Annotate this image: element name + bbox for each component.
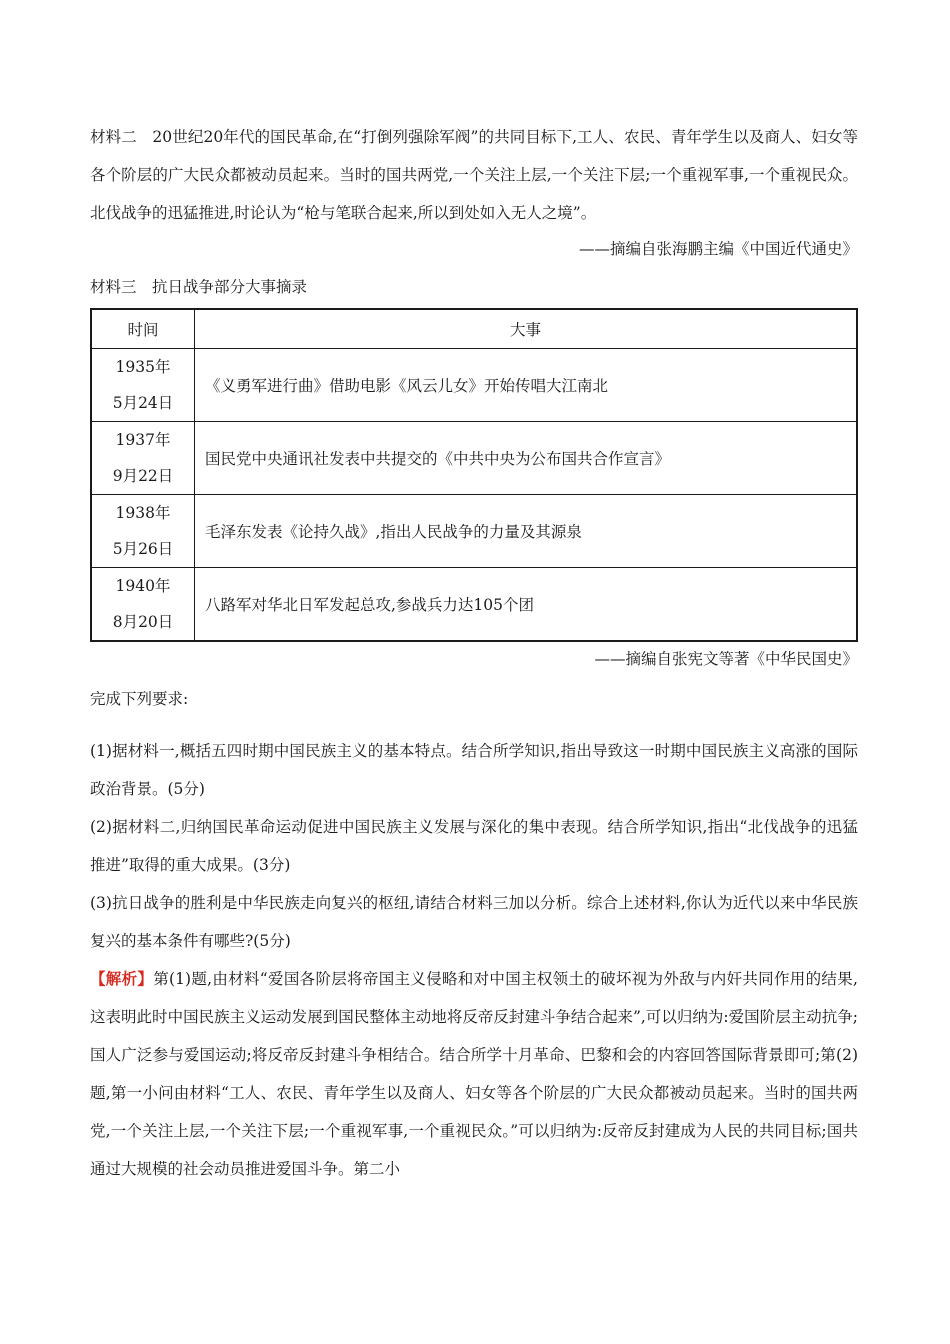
analysis-text: 第(1)题,由材料“爱国各阶层将帝国主义侵略和对中国主权领土的破坏视为外敌与内奸共同作用的结果,这表明此时中国民族主义运动发展到国民整体主动地将反帝反封建斗争结合起来”,可以归纳为:爱国阶层主动抗争;国人广泛参与爱国运动;将反帝反封建斗争相结合。结合所学十月革命、巴黎和会的内容回答国际背景即可;第(2)题,第一小问由材料“工人、农民、青年学生以及商人、妇女等各个阶层的广大民众都被动员起来。当时的国共两党,一个关注上层,一个关注下层;一个重视军事,一个重视民众。”可以归纳为:反帝反封建成为人民的共同目标;国共通过大规模的社会动员推进爱国斗争。第二小 <box>90 969 858 1178</box>
date-day: 5月26日 <box>112 540 174 558</box>
date-cell <box>91 568 195 642</box>
date-cell <box>91 422 195 495</box>
material3-heading: 材料三 抗日战争部分大事摘录 <box>90 278 308 296</box>
table-row <box>91 568 857 642</box>
analysis-tag: 【解析】 <box>90 968 154 988</box>
requirements-title: 完成下列要求: <box>90 690 189 708</box>
table-header-row <box>91 309 857 349</box>
date-year: 1938年 <box>115 504 171 522</box>
date-cell <box>91 349 195 422</box>
date-day: 9月22日 <box>112 467 174 485</box>
analysis-paragraph <box>90 960 858 1188</box>
date-year: 1940年 <box>115 577 171 595</box>
date-day: 5月24日 <box>112 394 174 412</box>
question-3: (3)抗日战争的胜利是中华民族走向复兴的枢纽,请结合材料三加以分析。综合上述材料,你认为近代以来中华民族复兴的基本条件有哪些?(5分) <box>90 893 858 950</box>
document-page <box>90 118 858 1188</box>
material2-source: ——摘编自张海鹏主编《中国近代通史》 <box>578 240 858 258</box>
header-event: 大事 <box>195 309 858 349</box>
header-time: 时间 <box>91 309 195 349</box>
material2-paragraph: 材料二 20世纪20年代的国民革命,在“打倒列强除军阀”的共同目标下,工人、农民、青年学生以及商人、妇女等各个阶层的广大民众都被动员起来。当时的国共两党,一个关注上层,一个关注下层;一个重视军事,一个重视民众。北伐战争的迅猛推进,时论认为“枪与笔联合起来,所以到处如入无人之境”。 <box>90 128 858 222</box>
event-cell: 国民党中央通讯社发表中共提交的《中共中央为公布国共合作宣言》 <box>195 422 858 495</box>
table-row <box>91 422 857 495</box>
date-day: 8月20日 <box>112 613 174 631</box>
date-year: 1935年 <box>115 358 171 376</box>
question-2: (2)据材料二,归纳国民革命运动促进中国民族主义发展与深化的集中表现。结合所学知识,指出“北伐战争的迅猛推进”取得的重大成果。(3分) <box>90 817 858 874</box>
event-cell: 八路军对华北日军发起总攻,参战兵力达105个团 <box>195 568 858 642</box>
material3-source: ——摘编自张宪文等著《中华民国史》 <box>594 650 858 668</box>
date-year: 1937年 <box>115 431 171 449</box>
event-cell: 《义勇军进行曲》借助电影《风云儿女》开始传唱大江南北 <box>195 349 858 422</box>
date-cell <box>91 495 195 568</box>
events-table <box>90 308 858 642</box>
table-row <box>91 349 857 422</box>
event-cell: 毛泽东发表《论持久战》,指出人民战争的力量及其源泉 <box>195 495 858 568</box>
question-1: (1)据材料一,概括五四时期中国民族主义的基本特点。结合所学知识,指出导致这一时期中国民族主义高涨的国际政治背景。(5分) <box>90 741 858 798</box>
table-row <box>91 495 857 568</box>
